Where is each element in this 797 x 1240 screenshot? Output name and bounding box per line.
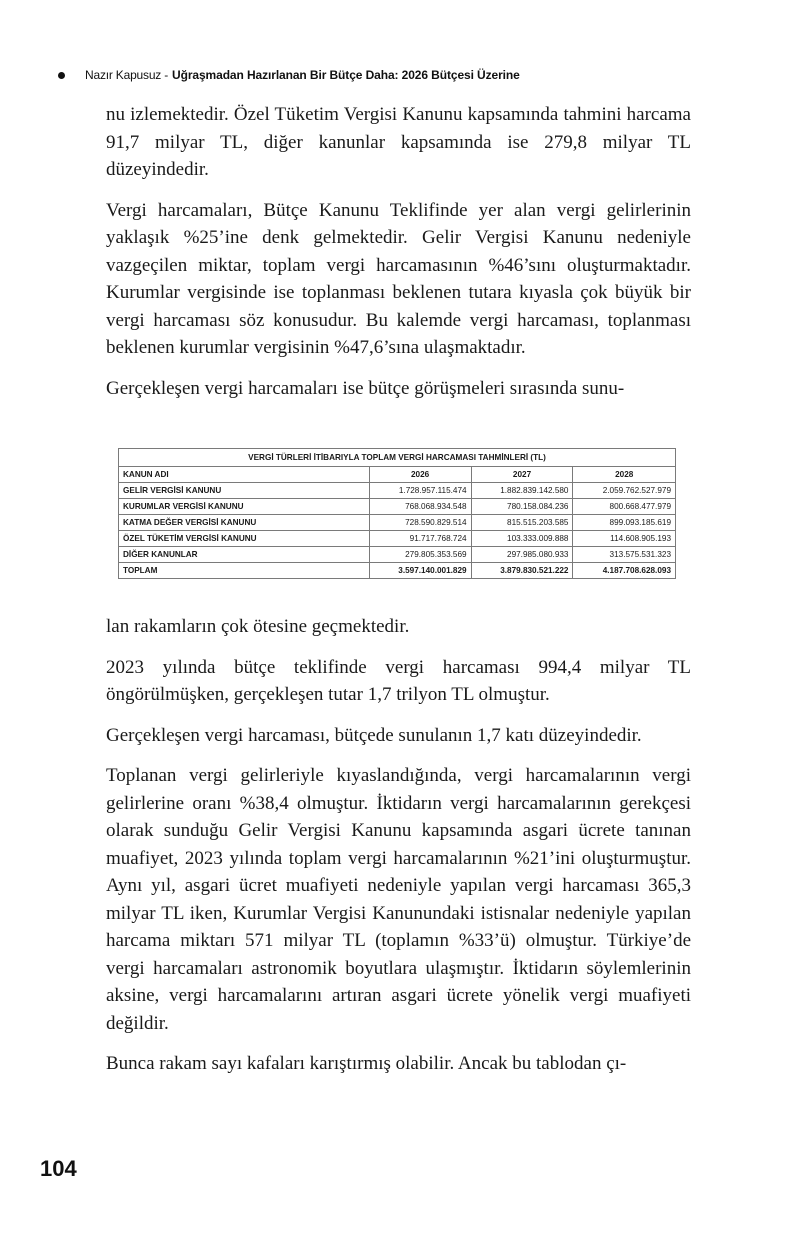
table-row [119,483,676,499]
paragraph: nu izlemektedir. Özel Tüketim Vergisi Kanunu kapsamında tahmini harcama 91,7 milyar TL, diğer kanunlar kapsamında ise 279,8 milyar TL düzeyindedir. [106,104,691,180]
cell-value: 728.590.829.514 [369,515,471,531]
cell-value: 815.515.203.585 [471,515,573,531]
table-total-row [119,563,676,579]
cell-value: 313.575.531.323 [573,547,676,563]
column-header: 2026 [369,467,471,483]
cell-value: 279.805.353.569 [369,547,471,563]
table-row [119,499,676,515]
paragraph: lan rakamların çok ötesine geçmektedir. [106,616,410,637]
cell-value: 780.158.084.236 [471,499,573,515]
cell-value: 899.093.185.619 [573,515,676,531]
paragraph: Vergi harcamaları, Bütçe Kanunu Teklifinde yer alan vergi gelirlerinin yaklaşık %25’ine denk gelmektedir. Gelir Vergisi Kanunu nedeniyle vazgeçilen miktar, toplam vergi harcamasının %46’sını oluşturmaktadır. Kurumlar vergisinde ise toplanması beklenen tutara kıyasla çok büyük bir vergi harcaması söz konusudur. Bu kalemde vergi harcaması, toplanması beklenen kurumlar vergisinin %47,6’sına ulaşmaktadır. [106,199,691,358]
cell-value: 2.059.762.527.979 [573,483,676,499]
cell-value: 1.728.957.115.474 [369,483,471,499]
row-label: TOPLAM [119,563,370,579]
body-text-bottom [106,613,691,1091]
column-header: 2027 [471,467,573,483]
body-text-top [106,101,691,415]
paragraph: 2023 yılında bütçe teklifinde vergi harcaması 994,4 milyar TL öngörülmüşken, gerçekleşen tutar 1,7 trilyon TL olmuştur. [106,656,691,705]
tax-expenditure-table [118,448,676,590]
row-label: DİĞER KANUNLAR [119,547,370,563]
cell-value: 3.879.830.521.222 [471,563,573,579]
cell-value: 768.068.934.548 [369,499,471,515]
cell-value: 3.597.140.001.829 [369,563,471,579]
bullet-icon [58,72,65,79]
cell-value: 297.985.080.933 [471,547,573,563]
table-row [119,531,676,547]
page-number: 104 [40,1156,77,1181]
header-author: Nazır Kapusuz - [85,68,169,82]
column-header: 2028 [573,467,676,483]
paragraph: Toplanan vergi gelirleriyle kıyaslandığında, vergi harcamalarının vergi gelirlerine oranı %38,4 olmuştur. İktidarın vergi harcamalarının gerekçesi olarak sunduğu Gelir Vergisi Kanunu kapsamında asgari ücrete tanınan muafiyet, 2023 yılında toplam vergi harcamalarının %21’ini oluşturmuştur. Aynı yıl, asgari ücret muafiyeti nedeniyle yapılan vergi harcaması 365,3 milyar TL iken, Kurumlar Vergisi Kanunundaki istisnalar nedeniyle yapılan harcama miktarı 571 milyar TL (toplamın %33’ü) olmuştur. Türkiye’de vergi harcamaları astronomik boyutlara ulaşmıştır. İktidarın söylemlerinin aksine, vergi harcamalarını artıran asgari ücrete yönelik vergi muafiyeti değildir. [106,765,691,1034]
cell-value: 114.608.905.193 [573,531,676,547]
cell-value: 1.882.839.142.580 [471,483,573,499]
paragraph: Gerçekleşen vergi harcaması, bütçede sunulanın 1,7 katı düzeyindedir. [106,724,642,746]
table-caption: VERGİ TÜRLERİ İTİBARIYLA TOPLAM VERGİ HARCAMASI TAHMİNLERİ (TL) [119,449,676,467]
column-header: KANUN ADI [119,467,370,483]
row-label: GELİR VERGİSİ KANUNU [119,483,370,499]
table-row [119,515,676,531]
table-row [119,547,676,563]
header-book-title: Uğraşmadan Hazırlanan Bir Bütçe Daha: 2026 Bütçesi Üzerine [172,68,520,82]
cell-value: 4.187.708.628.093 [573,563,676,579]
cell-value: 103.333.009.888 [471,531,573,547]
row-label: ÖZEL TÜKETİM VERGİSİ KANUNU [119,531,370,547]
paragraph: Bunca rakam sayı kafaları karıştırmış olabilir. Ancak bu tablodan çı- [106,1053,627,1074]
row-label: KATMA DEĞER VERGİSİ KANUNU [119,515,370,531]
cell-value: 800.668.477.979 [573,499,676,515]
cell-value: 91.717.768.724 [369,531,471,547]
running-header [58,66,520,84]
row-label: KURUMLAR VERGİSİ KANUNU [119,499,370,515]
paragraph: Gerçekleşen vergi harcamaları ise bütçe görüşmeleri sırasında sunu- [106,377,625,399]
table-header-row [119,467,676,483]
